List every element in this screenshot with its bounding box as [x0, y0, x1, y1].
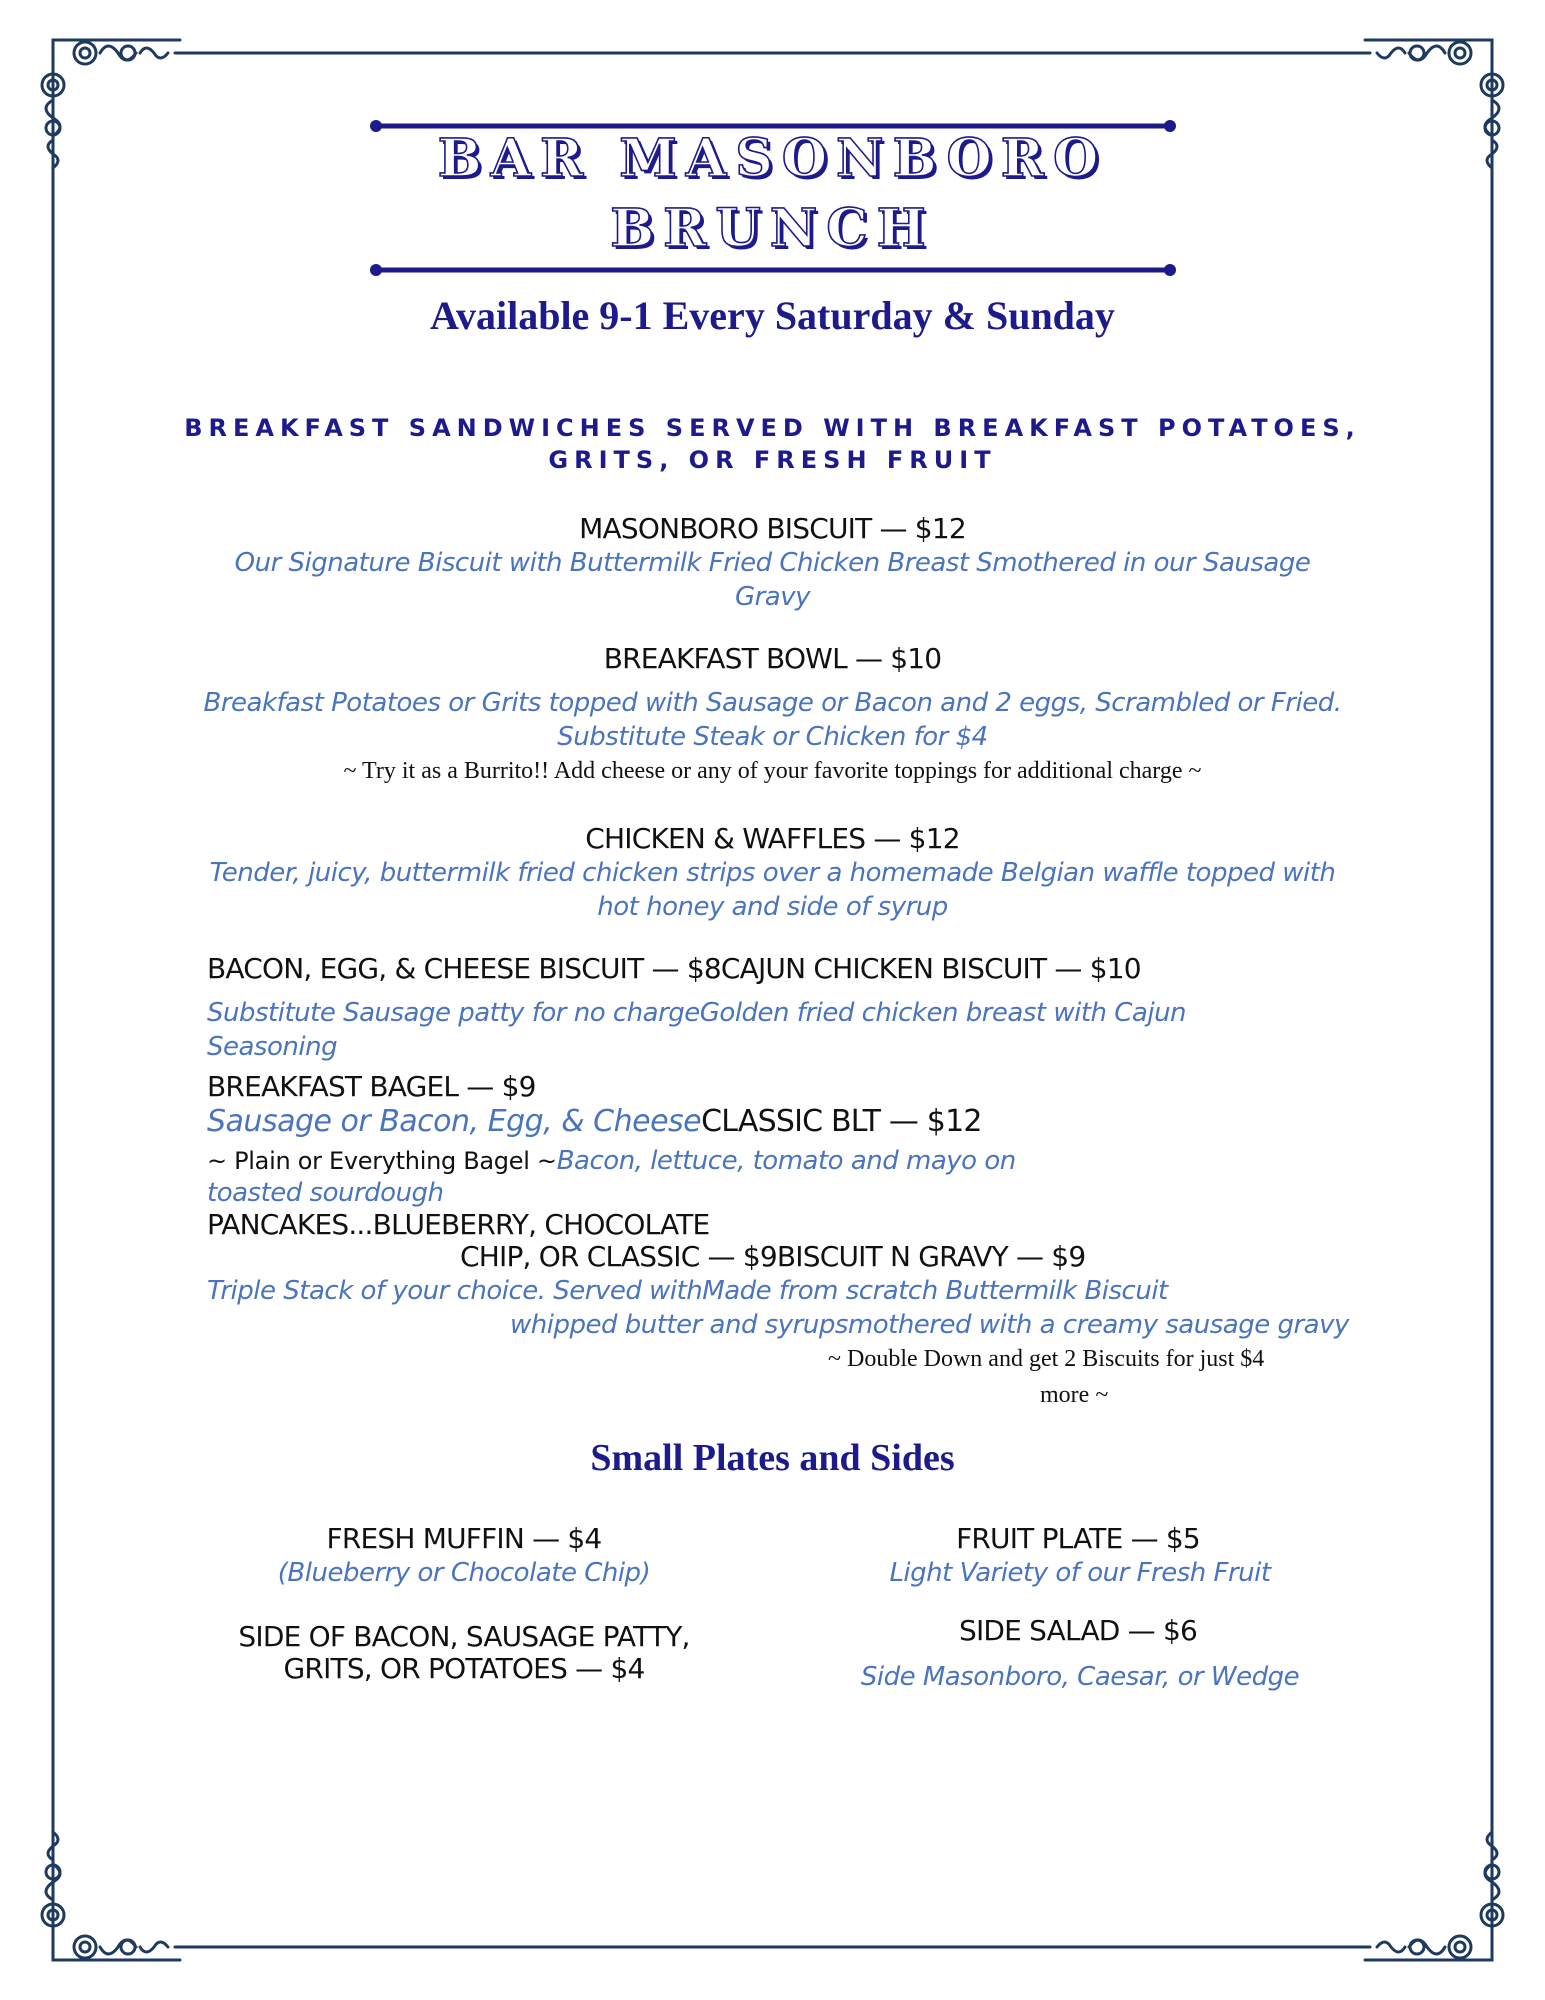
item-bagel-blt-line-2: [207, 1146, 1016, 1176]
section-heading-line1: BREAKFAST SANDWICHES SERVED WITH BREAKFAST POTATOES,: [184, 414, 1361, 442]
item-chicken-waffles-name: CHICKEN & WAFFLES — $12: [585, 822, 960, 855]
item-side-bacon-name-2: GRITS, OR POTATOES — $4: [283, 1652, 645, 1685]
item-classic-blt-desc-2: toasted sourdough: [207, 1178, 444, 1208]
item-side-bacon-name: SIDE OF BACON, SAUSAGE PATTY,: [238, 1620, 690, 1653]
item-chicken-waffles-desc: Tender, juicy, buttermilk fried chicken strips over a homemade Belgian waffle topped with: [209, 858, 1336, 888]
item-breakfast-bowl-desc-2: Substitute Steak or Chicken for $4: [557, 722, 988, 752]
menu-title-line1: BAR MASONBORO: [437, 128, 1108, 189]
item-biscuit-gravy-note: ~ Double Down and get 2 Biscuits for just $4: [828, 1346, 1265, 1372]
item-breakfast-bagel-note: ~ Plain or Everything Bagel ~: [207, 1147, 557, 1175]
item-breakfast-bowl-name: BREAKFAST BOWL — $10: [603, 642, 942, 675]
section-heading-line2: GRITS, OR FRESH FRUIT: [548, 446, 997, 474]
item-breakfast-bagel-desc: Sausage or Bacon, Egg, & Cheese: [207, 1104, 702, 1139]
item-bec-cajun-name: BACON, EGG, & CHEESE BISCUIT — $8CAJUN CHICKEN BISCUIT — $10: [207, 952, 1141, 985]
menu-title-line2: BRUNCH: [610, 198, 935, 259]
item-pancakes-gravy-name: CHIP, OR CLASSIC — $9BISCUIT N GRAVY — $9: [460, 1240, 1086, 1273]
item-bec-cajun-desc-2: Seasoning: [207, 1032, 338, 1062]
item-pancakes-gravy-desc-2: whipped butter and syrupsmothered with a creamy sausage gravy: [510, 1310, 1349, 1340]
item-masonboro-biscuit-name: MASONBORO BISCUIT — $12: [579, 512, 966, 545]
item-fresh-muffin-desc: (Blueberry or Chocolate Chip): [277, 1558, 651, 1588]
item-pancakes-name: PANCAKES...BLUEBERRY, CHOCOLATE: [207, 1208, 710, 1241]
item-bagel-blt-line: [207, 1104, 982, 1139]
item-breakfast-bowl-desc: Breakfast Potatoes or Grits topped with Sausage or Bacon and 2 eggs, Scrambled or Fried.: [203, 688, 1342, 718]
item-biscuit-gravy-note-2: more ~: [1040, 1382, 1109, 1408]
item-masonboro-biscuit-desc-2: Gravy: [734, 582, 811, 612]
availability-subtitle: Available 9-1 Every Saturday & Sunday: [430, 293, 1115, 338]
item-classic-blt-desc: Bacon, lettuce, tomato and mayo on: [556, 1146, 1016, 1176]
item-side-salad-desc: Side Masonboro, Caesar, or Wedge: [860, 1662, 1300, 1692]
item-pancakes-gravy-desc: Triple Stack of your choice. Served withMade from scratch Buttermilk Biscuit: [207, 1276, 1168, 1306]
item-breakfast-bowl-note: ~ Try it as a Burrito!! Add cheese or any of your favorite toppings for additional charge ~: [343, 758, 1202, 784]
item-chicken-waffles-desc-2: hot honey and side of syrup: [597, 892, 948, 922]
item-fruit-plate-name: FRUIT PLATE — $5: [956, 1522, 1200, 1555]
item-bec-cajun-desc: Substitute Sausage patty for no chargeGolden fried chicken breast with Cajun: [207, 998, 1187, 1028]
item-classic-blt-name: CLASSIC BLT — $12: [701, 1104, 982, 1139]
item-fruit-plate-desc: Light Variety of our Fresh Fruit: [889, 1558, 1271, 1588]
item-masonboro-biscuit-desc: Our Signature Biscuit with Buttermilk Fried Chicken Breast Smothered in our Sausage: [234, 548, 1311, 578]
item-fresh-muffin-name: FRESH MUFFIN — $4: [326, 1522, 602, 1555]
item-side-salad-name: SIDE SALAD — $6: [958, 1614, 1198, 1647]
small-plates-heading: Small Plates and Sides: [590, 1437, 955, 1479]
item-breakfast-bagel-name: BREAKFAST BAGEL — $9: [207, 1070, 536, 1103]
